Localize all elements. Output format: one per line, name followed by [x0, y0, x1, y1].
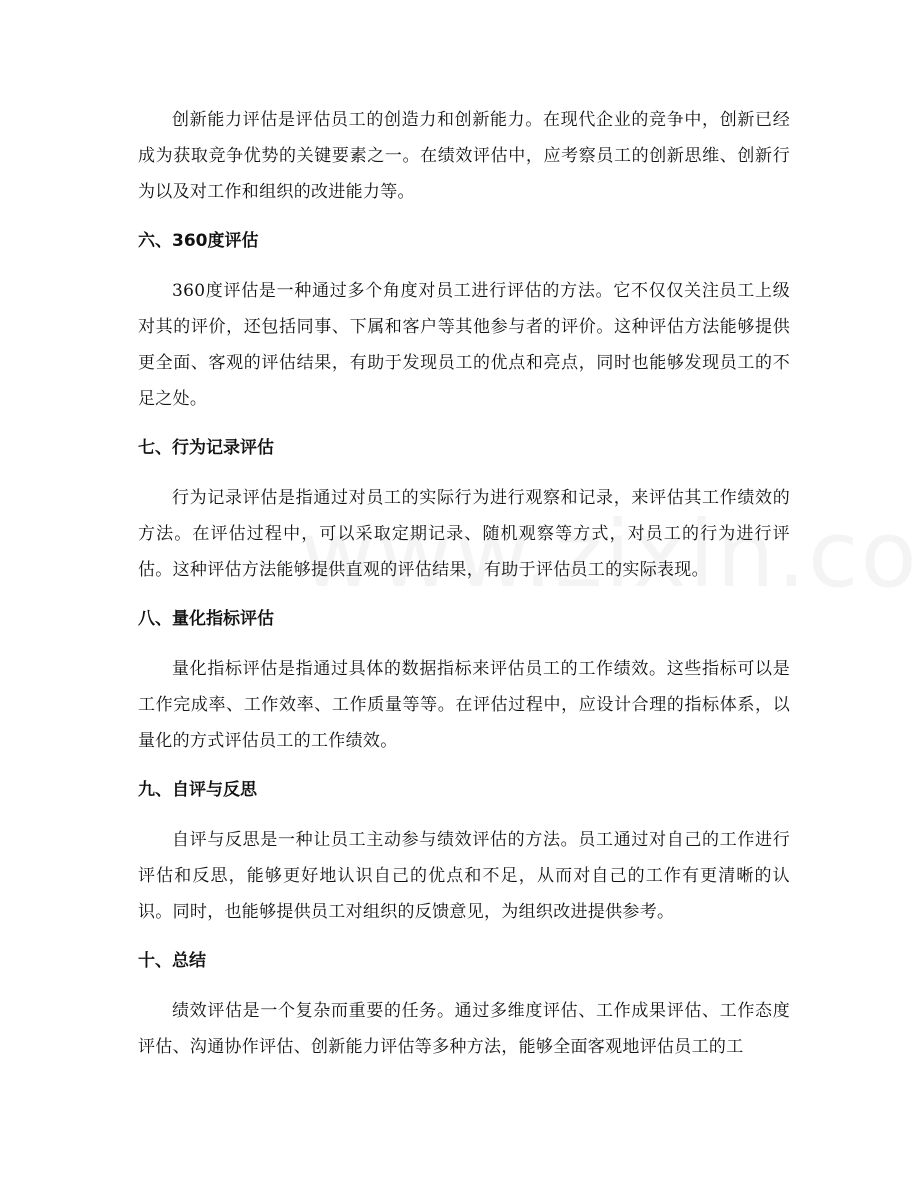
heading-self-evaluation: 九、自评与反思 — [138, 780, 257, 800]
paragraph-self-evaluation: 自评与反思是一种让员工主动参与绩效评估的方法。员工通过对自己的工作进行评估和反思，能够更好地认识自己的优点和不足，从而对自己的工作有更清晰的认识。同时，也能够提供员工对组织的反馈意见，为组织改进提供参考。 — [138, 830, 790, 922]
heading-summary: 十、总结 — [138, 951, 206, 971]
paragraph-quantitative-indicators: 量化指标评估是指通过具体的数据指标来评估员工的工作绩效。这些指标可以是工作完成率、工作效率、工作质量等等。在评估过程中，应设计合理的指标体系，以量化的方式评估员工的工作绩效。 — [138, 659, 790, 751]
paragraph-innovation: 创新能力评估是评估员工的创造力和创新能力。在现代企业的竞争中，创新已经成为获取竞争优势的关键要素之一。在绩效评估中，应考察员工的创新思维、创新行为以及对工作和组织的改进能力等。 — [138, 110, 790, 202]
heading-360-evaluation: 六、360度评估 — [138, 231, 259, 251]
paragraph-behavior-record: 行为记录评估是指通过对员工的实际行为进行观察和记录，来评估其工作绩效的方法。在评估过程中，可以采取定期记录、随机观察等方式，对员工的行为进行评估。这种评估方法能够提供直观的评估结果，有助于评估员工的实际表现。 — [138, 488, 790, 580]
heading-behavior-record: 七、行为记录评估 — [138, 438, 274, 458]
paragraph-360-evaluation: 360度评估是一种通过多个角度对员工进行评估的方法。它不仅仅关注员工上级对其的评价，还包括同事、下属和客户等其他参与者的评价。这种评估方法能够提供更全面、客观的评估结果，有助于发现员工的优点和亮点，同时也能够发现员工的不足之处。 — [138, 281, 790, 409]
heading-quantitative-indicators: 八、量化指标评估 — [138, 609, 274, 629]
document-body — [138, 102, 790, 1065]
paragraph-summary: 绩效评估是一个复杂而重要的任务。通过多维度评估、工作成果评估、工作态度评估、沟通协作评估、创新能力评估等多种方法，能够全面客观地评估员工的工 — [138, 1001, 790, 1057]
